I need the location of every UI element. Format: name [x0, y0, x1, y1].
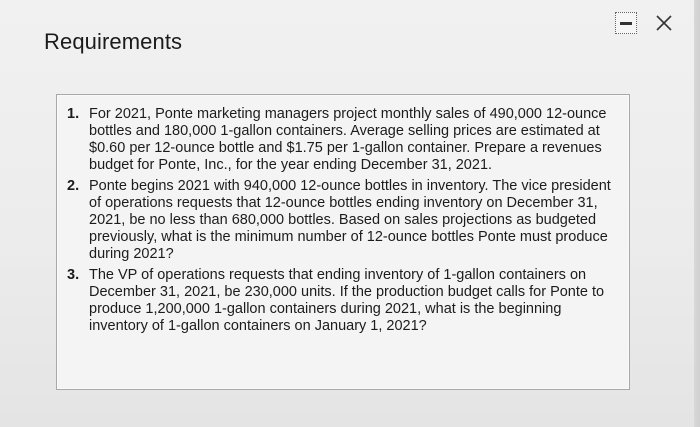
item-number: 3.: [67, 267, 80, 283]
item-text: For 2021, Ponte marketing managers project monthly sales of 490,000 12-ounce bottles and 180,000 1-gallon containers. Average selling prices are estimated at $0.60 per 12-ounce bottle and $1.75 per 1-gallon container. Prepare a revenues budget for Ponte, Inc., for the year ending December 31, 2021.: [89, 106, 607, 173]
item-number: 1.: [67, 106, 80, 122]
requirements-panel: [56, 94, 630, 390]
list-item: [67, 267, 617, 335]
close-icon: [652, 11, 676, 35]
item-number: 2.: [67, 178, 80, 194]
minimize-button[interactable]: [615, 12, 637, 34]
item-text: The VP of operations requests that ending inventory of 1-gallon containers on December 31, 2021, be 230,000 units. If the production budget calls for Ponte to produce 1,200,000 1-gallon containers during 2021, what is the beginning inventory of 1-gallon containers on January 1, 2021?: [89, 267, 605, 334]
list-item: [67, 178, 617, 263]
item-text: Ponte begins 2021 with 940,000 12-ounce bottles in inventory. The vice president of operations requests that 12-ounce bottles ending inventory on December 31, 2021, be no less than 680,000 bottles. Based on sales projections as budgeted previously, what is the minimum number of 12-ounce bottles Ponte must produce during 2021?: [89, 178, 611, 262]
window-title: Requirements: [44, 29, 183, 54]
minimize-icon: [620, 22, 632, 25]
window-edge: [694, 0, 700, 427]
list-item: [67, 106, 617, 174]
close-button[interactable]: [652, 11, 676, 35]
requirements-list: [67, 106, 617, 339]
